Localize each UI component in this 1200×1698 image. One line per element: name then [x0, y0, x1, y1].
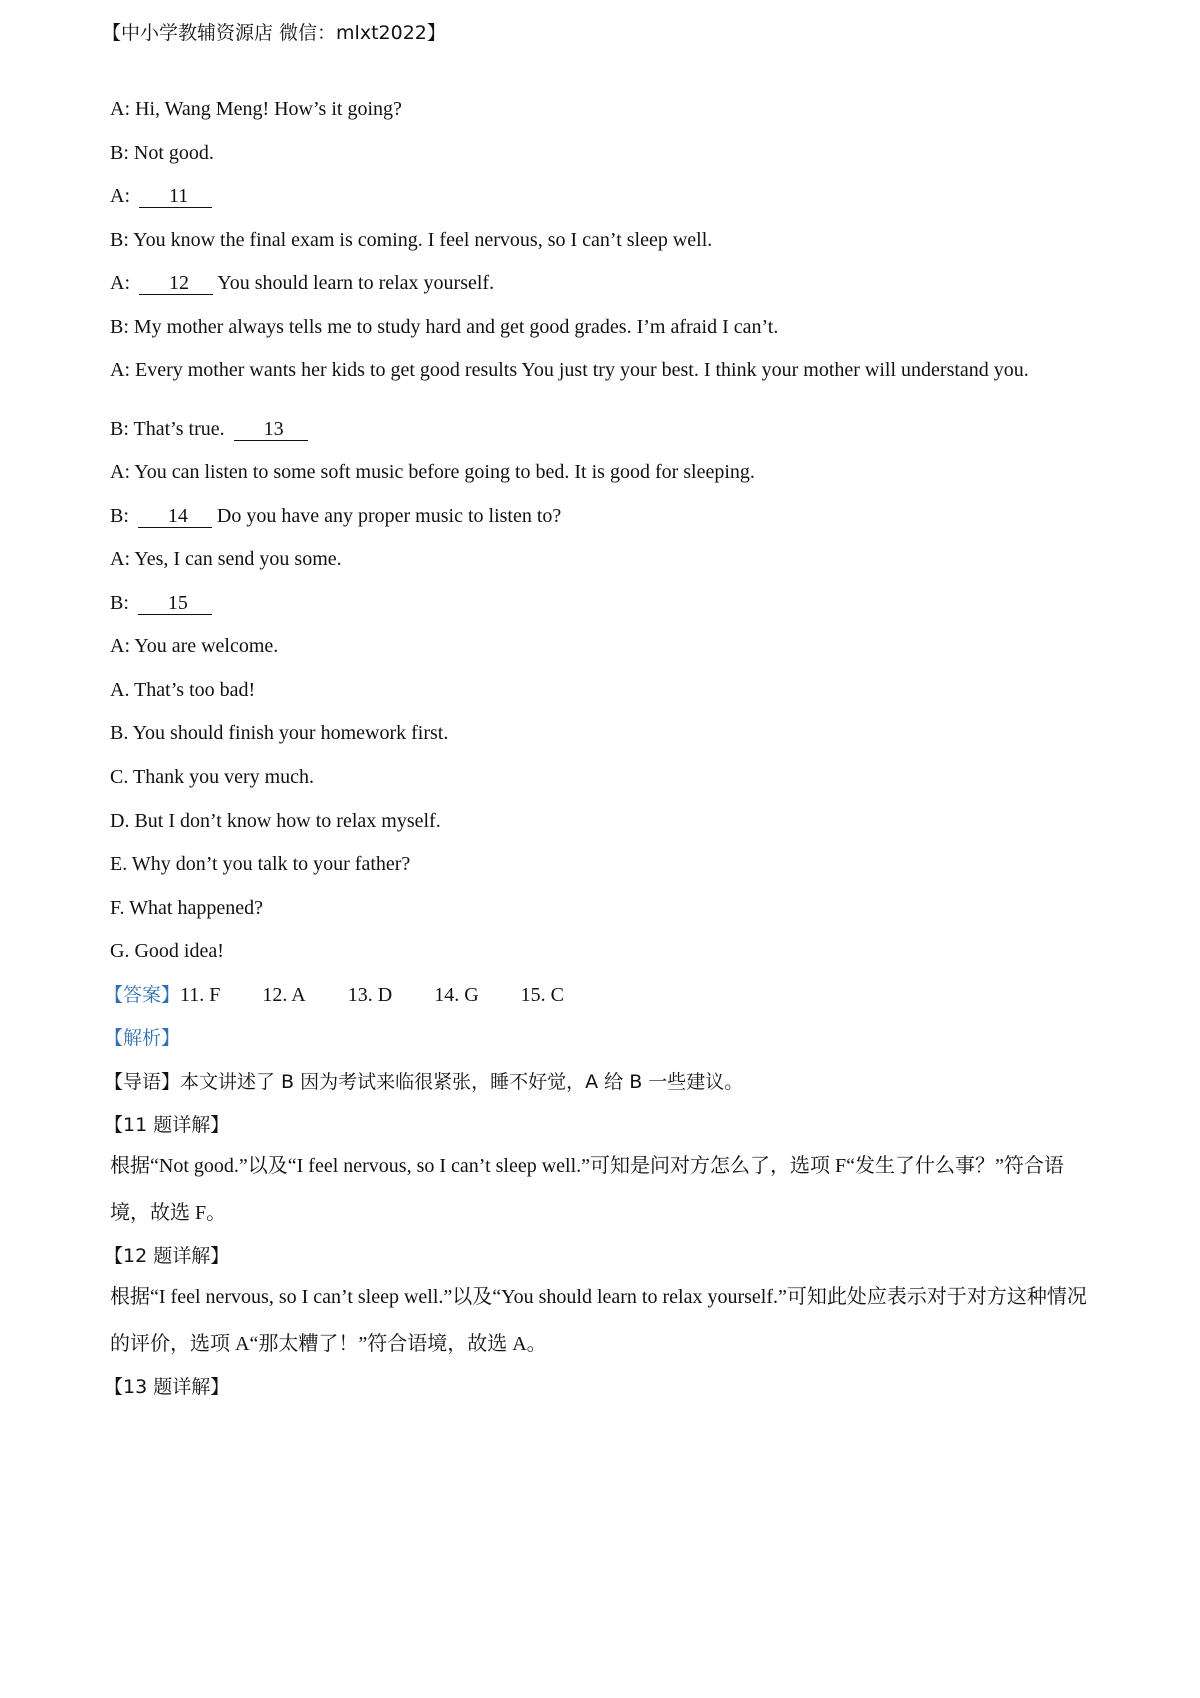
option-g: G. Good idea! — [110, 940, 224, 962]
speaker-label: B: — [110, 505, 129, 527]
q12-title: 【12 题详解】 — [104, 1245, 230, 1267]
dialogue-line-7: A: Every mother wants her kids to get good results You just try your best. I think your mother will understand you. — [110, 359, 1029, 381]
blank-14: 14 — [138, 505, 212, 528]
speaker-label: A: — [110, 272, 130, 294]
blank-11: 11 — [139, 185, 212, 208]
option-a: A. That’s too bad! — [110, 679, 256, 701]
q13-title: 【13 题详解】 — [104, 1376, 230, 1398]
option-d: D. But I don’t know how to relax myself. — [110, 810, 441, 832]
blank-12: 12 — [139, 272, 213, 295]
speaker-label: A: — [110, 185, 130, 207]
option-b: B. You should finish your homework first. — [110, 722, 449, 744]
q12-explanation: 根据“I feel nervous, so I can’t sleep well.”以及“You should learn to relax yourself.”可知此处应表示对于对方这种情况的评价，选项 A“那太糟了！”符合语境，故选 A。 — [110, 1286, 1087, 1355]
speaker-label: B: — [110, 592, 129, 614]
answer-item: 15. C — [520, 984, 564, 1006]
dialogue-line-5 — [110, 270, 494, 296]
line-text: B: That’s true. — [110, 418, 225, 440]
answer-item: 12. A — [262, 984, 306, 1006]
q11-explanation: 根据“Not good.”以及“I feel nervous, so I can’t sleep well.”可知是问对方怎么了，选项 F“发生了什么事？”符合语境，故选 F。 — [110, 1155, 1064, 1224]
dialogue-line-8 — [110, 416, 308, 442]
dialogue-line-12 — [110, 590, 212, 616]
line-text: You should learn to relax yourself. — [217, 272, 495, 294]
line-text: Do you have any proper music to listen to? — [216, 505, 562, 527]
option-e: E. Why don’t you talk to your father? — [110, 853, 411, 875]
answer-item: 11. F — [180, 984, 221, 1006]
blank-15: 15 — [138, 592, 212, 615]
dialogue-line-1: A: Hi, Wang Meng! How’s it going? — [110, 98, 402, 120]
analysis-label: 【解析】 — [104, 1027, 181, 1049]
answer-row — [104, 982, 606, 1008]
dialogue-line-4: B: You know the final exam is coming. I feel nervous, so I can’t sleep well. — [110, 229, 713, 251]
answer-item: 14. G — [434, 984, 479, 1006]
answer-item: 13. D — [347, 984, 393, 1006]
dialogue-line-10 — [110, 503, 561, 529]
dialogue-line-11: A: Yes, I can send you some. — [110, 548, 342, 570]
page-header: 【中小学教辅资源店 微信：mlxt2022】 — [102, 22, 446, 44]
q11-title: 【11 题详解】 — [104, 1114, 230, 1136]
dialogue-line-9: A: You can listen to some soft music before going to bed. It is good for sleeping. — [110, 461, 755, 483]
answer-label: 【答案】 — [104, 984, 181, 1006]
dialogue-line-2: B: Not good. — [110, 142, 214, 164]
option-c: C. Thank you very much. — [110, 766, 315, 788]
dialogue-line-3 — [110, 183, 212, 209]
analysis-intro: 【导语】本文讲述了 B 因为考试来临很紧张，睡不好觉，A 给 B 一些建议。 — [104, 1071, 744, 1093]
dialogue-line-13: A: You are welcome. — [110, 635, 279, 657]
blank-13: 13 — [234, 418, 308, 441]
dialogue-line-6: B: My mother always tells me to study hard and get good grades. I’m afraid I can’t. — [110, 316, 779, 338]
option-f: F. What happened? — [110, 897, 263, 919]
